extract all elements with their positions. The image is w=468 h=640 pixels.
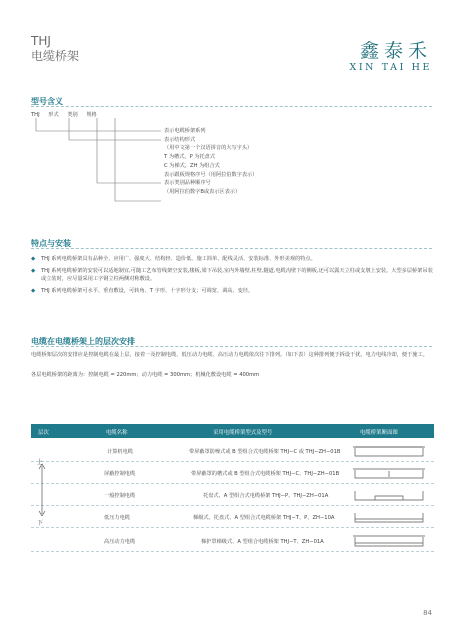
model-legend [164, 127, 257, 197]
legend-line: 表示电缆桥架系列 [164, 128, 206, 134]
direction-arrow-icon [36, 464, 48, 516]
row-spec: 托盘式、A 型组合式电缆桥架 THJ−P、THJ−ZH−01A [203, 493, 329, 499]
layers-paragraph: 电缆桥架层次的安排应是控制电缆在最上层，接着一及控制电缆、低压动力电缆、高压动力电缆依次往下排列。（如下表）这种排列便于拆设干扰，电力电线冷却，便于施工。 [31, 352, 428, 358]
legend-line: 表示跟板规格序号（用阿拉伯数字表示） [164, 171, 258, 178]
layers-section-title: 电缆在电缆桥架上的层次安排 [31, 337, 135, 346]
row-cable: 一般控制电缆 [104, 493, 136, 499]
legend-line: （用阿拉伯数字B或表示区表示） [164, 188, 241, 195]
row-spec: 带屏蔽罩防噪式或 B 型组合式电缆桥架 THJ−C 或 THJ−ZH−01B [189, 449, 341, 455]
logo-english: XIN TAI HE [349, 62, 432, 73]
layers-spacing-note: 各层电缆桥架的距离为：控制电缆 = 220mm；动力电缆 = 300mm；机械化敷设电缆 = 400mm [31, 372, 260, 378]
tray-profile-icon [349, 488, 429, 502]
legend-line: 表示结构形式 [164, 136, 196, 143]
logo-chinese: 鑫泰禾 [359, 40, 432, 62]
model-section-title: 型号含义 [31, 97, 63, 106]
col-header-profile: 电缆桥架断面图 [360, 430, 398, 436]
features-section-title: 特点与安装 [31, 239, 71, 248]
page-number: 84 [423, 609, 432, 617]
code-part-form: 形式 [48, 112, 59, 118]
col-header-cable: 电缆名称 [106, 430, 128, 436]
feature-item: ◆ THJ 系列电缆桥架可水平、垂直敷设，可转角、T 字形、十字形分支；可调宽、调高、变径。 [31, 287, 433, 296]
row-cable: 高压动力电缆 [104, 539, 136, 545]
direction-top-label: 上 [37, 459, 44, 466]
code-part-category: 类别 [67, 112, 78, 118]
row-cable: 低压力电缆 [104, 515, 130, 521]
code-part-series: THJ [31, 112, 40, 118]
row-cable: 计算机电缆 [107, 449, 133, 455]
covered-tray-profile-icon [349, 466, 429, 480]
feature-item: ◆ THJ 系列电缆桥架的安装可以适地制宜,可随工艺布管线架空安装,楼板,梁下吊装,室内外墙壁,柱壁,隧道,电缆沟壁下的侧板,还可以露天立柱或支墩上安装。大型多层桥架吊装或立装时，应尽量采用工字钢立柱两侧对称敷设。 [31, 267, 433, 284]
col-header-spec: 采用电缆桥架型式及型号 [213, 430, 273, 436]
col-header-layer: 层次 [38, 430, 49, 436]
row-spec: 带屏蔽罩的槽式或 B 型组合式电缆桥架 THJ−C、THJ−ZH−01B [191, 471, 340, 477]
covered-tray-profile-icon [349, 444, 429, 458]
row-spec: 梯级式、托盘式、A 型组合式电缆桥架 THJ−T、P、ZH−10A [193, 515, 335, 521]
table-header [31, 424, 434, 438]
legend-line: C 为梯式，ZH 为组合式 [164, 162, 220, 169]
ladder-profile-icon [349, 534, 429, 548]
feature-item: ◆ THJ 系列电缆桥架具有品种全、应用广、强度大、结构轻、造价低、施工简单、配线灵活、安装标准、外形美观的特点。 [31, 255, 433, 264]
header-title: THJ [31, 34, 51, 48]
direction-bottom-label: 下 [37, 520, 44, 527]
code-part-spec: 规格 [86, 112, 97, 118]
section-divider [31, 248, 432, 249]
ladder-profile-icon [349, 510, 429, 524]
row-spec: 梯护罩梯级式、A 型组合电缆桥架 THJ−T、ZH−01A [201, 539, 324, 545]
legend-line: T 为槽式，P 为托盘式 [164, 154, 216, 161]
section-divider [31, 346, 432, 347]
legend-line: （用中文第一个汉语拼音的大写字头） [164, 145, 253, 152]
legend-line: 表示类别品种顺序号 [164, 180, 211, 187]
row-cable: 屏蔽控制电缆 [104, 471, 136, 477]
header-subtitle: 电缆桥架 [31, 49, 80, 63]
features-list [31, 255, 433, 298]
